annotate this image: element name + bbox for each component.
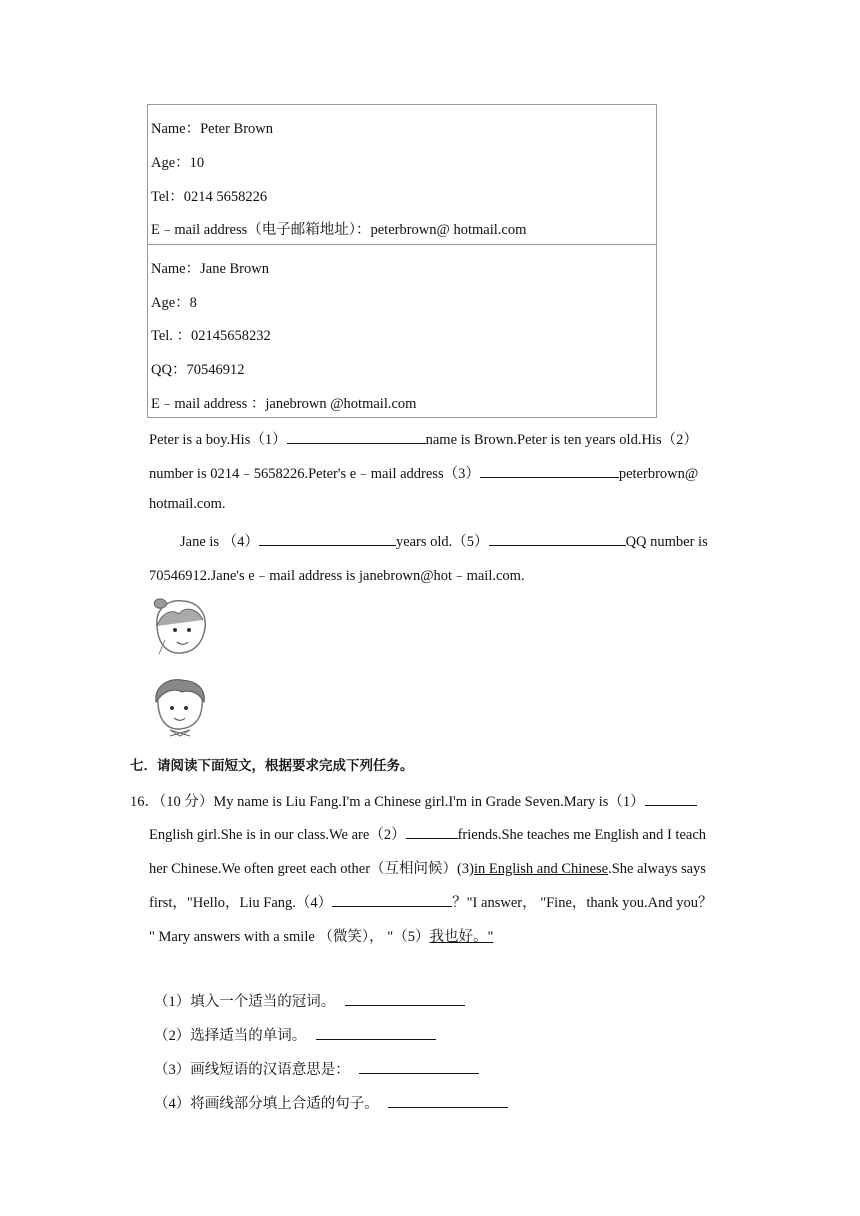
passage-text: " [487, 929, 494, 945]
passage-text: Peter is a boy.His（1） [149, 432, 287, 448]
card-row: QQ：70546912 [151, 362, 245, 378]
task-label: （3）画线短语的汉语意思是： [154, 1062, 350, 1078]
passage-text: name is Brown.Peter is ten years old.His（2） [425, 432, 698, 448]
passage-text: Jane is （4） [180, 534, 259, 550]
passage-line [130, 790, 697, 811]
passage-line [149, 823, 706, 844]
girl-face-illustration [145, 596, 215, 658]
section-heading: 七．请阅读下面短文，根据要求完成下列任务。 [130, 758, 414, 774]
task-item [154, 1058, 479, 1079]
passage-line [149, 857, 706, 878]
card-row: E﹣mail address（电子邮箱地址）：peterbrown@ hotmail.com [151, 222, 527, 238]
underlined-phrase: 我也好。 [429, 929, 488, 945]
answer-blank[interactable] [645, 791, 697, 806]
passage-text: .She always says [608, 861, 706, 877]
answer-blank[interactable] [480, 463, 619, 478]
task-label: （1）填入一个适当的冠词。 [154, 994, 336, 1010]
peter-info-card [148, 105, 656, 245]
task-item [154, 1092, 508, 1113]
answer-blank[interactable] [316, 1025, 436, 1040]
card-row: Name：Jane Brown [151, 261, 269, 277]
passage-line: 70546912.Jane's e﹣mail address is janebrown@hot﹣mail.com. [149, 568, 525, 584]
passage-line [180, 530, 708, 551]
card-row: Name：Peter Brown [151, 121, 274, 137]
card-row: Age：8 [151, 295, 197, 311]
jane-info-card [148, 245, 656, 417]
passage-line [149, 428, 698, 449]
task-item [154, 990, 465, 1011]
task-label: （4）将画线部分填上合适的句子。 [154, 1096, 379, 1112]
passage-line [149, 925, 493, 946]
passage-text: peterbrown@ [618, 466, 699, 482]
answer-blank[interactable] [259, 531, 396, 546]
passage-text: first，"Hello，Liu Fang.（4） [149, 895, 333, 911]
card-row: Age：10 [151, 155, 205, 171]
underlined-phrase: in English and Chinese [473, 861, 609, 877]
passage-text: English girl.She is in our class.We are（2） [149, 827, 406, 843]
answer-blank[interactable] [287, 429, 426, 444]
passage-text: " Mary answers with a smile （微笑）， "（5） [149, 929, 430, 945]
answer-blank[interactable] [406, 824, 458, 839]
answer-blank[interactable] [489, 531, 626, 546]
answer-blank[interactable] [332, 892, 452, 907]
task-item [154, 1024, 436, 1045]
passage-text: 16．（10 分）My name is Liu Fang.I'm a Chinese girl.I'm in Grade Seven.Mary is（1） [130, 794, 645, 810]
answer-blank[interactable] [345, 991, 465, 1006]
passage-line: hotmail.com. [149, 496, 226, 512]
info-card-table [147, 104, 657, 418]
passage-text: her Chinese.We often greet each other（互相问候）(3) [149, 861, 474, 877]
passage-text: QQ number is [625, 534, 708, 550]
card-row: E﹣mail address ：janebrown @hotmail.com [151, 396, 417, 412]
boy-face-illustration [146, 676, 212, 740]
card-row: Tel：0214 5658226 [151, 189, 268, 205]
answer-blank[interactable] [388, 1093, 508, 1108]
passage-text: number is 0214﹣5658226.Peter's e﹣mail address（3） [149, 466, 480, 482]
passage-text: friends.She teaches me English and I teach [457, 827, 707, 843]
card-row: Tel. ：02145658232 [151, 328, 271, 344]
passage-line [149, 462, 698, 483]
passage-text: years old.（5） [395, 534, 489, 550]
task-label: （2）选择适当的单词。 [154, 1028, 307, 1044]
passage-line [149, 891, 712, 912]
passage-text: ？"I answer， "Fine，thank you.And you？ [452, 895, 713, 911]
answer-blank[interactable] [359, 1059, 479, 1074]
